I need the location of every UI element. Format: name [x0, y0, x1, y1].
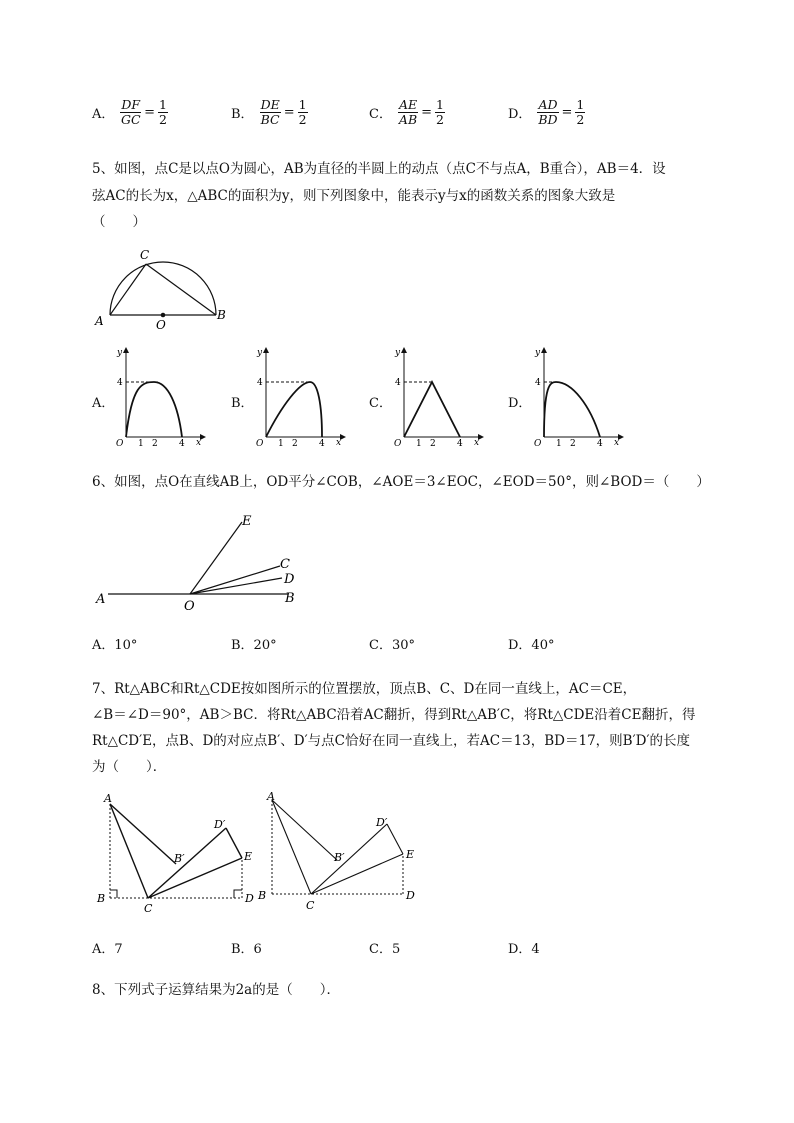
svg-text:D′: D′	[214, 818, 226, 831]
q7-option-b[interactable]: B．6	[231, 942, 262, 957]
svg-text:4: 4	[257, 378, 263, 388]
q8-text: 8、下列式子运算结果为2a的是（ ）．	[92, 982, 340, 998]
q7-text-line-4: 为（ ）．	[92, 759, 167, 775]
q7-text-line-2: ∠B＝∠D＝90°，AB＞BC．将Rt△ABC沿着AC翻折，得到Rt△AB′C，将Rt△CDE沿着CE翻折，得	[92, 707, 696, 723]
svg-text:D: D	[406, 889, 415, 902]
q5-graph-a[interactable]	[112, 345, 207, 450]
q7-figure-right	[255, 788, 430, 918]
label-a: A	[95, 314, 104, 328]
q5-option-d-letter[interactable]: D．	[508, 396, 532, 411]
segment-ac	[272, 800, 311, 894]
svg-text:4: 4	[117, 378, 123, 388]
q5-text-line-1: 5、如图，点C是以点O为圆心，AB为直径的半圆上的动点（点C不与点A，B重合），AB＝4．设	[92, 161, 666, 177]
label-c: C	[280, 557, 290, 572]
segment-ce	[311, 854, 403, 894]
svg-text:1: 1	[416, 439, 422, 449]
svg-text:y: y	[535, 348, 541, 358]
curve	[544, 382, 600, 437]
svg-text:O: O	[256, 439, 264, 449]
svg-text:1: 1	[556, 439, 562, 449]
svg-text:C: C	[144, 902, 153, 915]
svg-text:4: 4	[597, 439, 603, 449]
q5-graph-c[interactable]	[390, 345, 485, 450]
svg-text:x: x	[474, 438, 480, 448]
chord-bc	[146, 264, 216, 315]
svg-text:A: A	[104, 792, 112, 805]
svg-text:O: O	[116, 439, 124, 449]
svg-text:2: 2	[570, 439, 576, 449]
svg-text:2: 2	[430, 439, 436, 449]
svg-text:B′: B′	[174, 852, 185, 865]
q6-option-b[interactable]: B．20°	[231, 638, 277, 653]
q7-option-d[interactable]: D．4	[508, 942, 540, 957]
svg-text:4: 4	[179, 439, 185, 449]
q5-option-c-letter[interactable]: C．	[369, 396, 392, 411]
q5-option-a-letter[interactable]: A．	[92, 396, 115, 411]
q4-option-a[interactable]: A． $\frac{DF}{GC}$ = $\frac{1}{2}$	[92, 97, 167, 127]
svg-text:y: y	[257, 348, 263, 358]
svg-text:4: 4	[319, 439, 325, 449]
q4-option-c[interactable]: C． $\frac{AE}{AB}$ = $\frac{1}{2}$	[369, 97, 444, 127]
fraction: $\frac{AE}{AB}$	[398, 97, 418, 127]
q6-option-a[interactable]: A．10°	[92, 638, 138, 653]
svg-text:x: x	[336, 438, 342, 448]
semicircle-arc	[110, 262, 216, 315]
fraction: $\frac{1}{2}$	[159, 97, 167, 127]
q4-option-b[interactable]: B． $\frac{DE}{BC}$ = $\frac{1}{2}$	[231, 97, 307, 127]
svg-text:B: B	[97, 892, 106, 905]
segment-ab-prime	[272, 800, 337, 860]
segment-ce	[148, 858, 242, 898]
q6-text: 6、如图，点O在直线AB上，OD平分∠COB，∠AOE＝3∠EOC，∠EOD＝50°，则∠BOD＝（ ）	[92, 474, 710, 490]
q7-text-line-1: 7、Rt△ABC和Rt△CDE按如图所示的位置摆放，顶点B、C、D在同一直线上，AC＝CE，	[92, 681, 637, 697]
q6-option-c[interactable]: C．30°	[369, 638, 415, 653]
chord-ac	[110, 264, 146, 315]
q5-text-line-3: （ ）	[92, 214, 146, 230]
svg-text:B: B	[258, 889, 267, 902]
fraction: $\frac{DF}{GC}$	[120, 97, 141, 127]
svg-text:E: E	[244, 850, 253, 863]
ray-oe	[190, 522, 242, 594]
label-b: B	[285, 591, 295, 606]
q6-option-d[interactable]: D．40°	[508, 638, 555, 653]
svg-text:B′: B′	[334, 851, 345, 864]
q5-graph-b[interactable]	[252, 345, 347, 450]
fraction: $\frac{1}{2}$	[436, 97, 444, 127]
label-d: D	[284, 572, 295, 587]
fraction: $\frac{DE}{BC}$	[260, 97, 280, 127]
q5-semicircle-figure	[90, 245, 240, 335]
q5-graph-d[interactable]	[530, 345, 625, 450]
svg-text:x: x	[196, 438, 202, 448]
curve	[126, 382, 182, 437]
q7-option-c[interactable]: C．5	[369, 942, 401, 957]
q5-text-line-2: 弦AC的长为x，△ABC的面积为y，则下列图象中，能表示y与x的函数关系的图象大致是	[92, 188, 616, 204]
q6-angle-figure	[90, 505, 310, 615]
svg-text:O: O	[394, 439, 402, 449]
svg-text:E: E	[406, 848, 415, 861]
ray-od	[190, 578, 282, 594]
label-a: A	[96, 592, 106, 607]
svg-text:y: y	[117, 348, 123, 358]
curve	[266, 382, 322, 437]
svg-text:A: A	[267, 790, 275, 803]
segment-ac	[110, 804, 148, 898]
polyline	[404, 382, 460, 437]
svg-text:y: y	[395, 348, 401, 358]
segment-ab-prime	[110, 804, 176, 864]
svg-text:1: 1	[278, 439, 284, 449]
q7-figure-left	[92, 790, 262, 920]
svg-text:4: 4	[395, 378, 401, 388]
label-b: B	[217, 308, 226, 322]
q5-option-b-letter[interactable]: B．	[231, 396, 254, 411]
svg-text:2: 2	[292, 439, 298, 449]
svg-text:O: O	[534, 439, 542, 449]
svg-text:x: x	[614, 438, 620, 448]
label-o: O	[156, 318, 166, 332]
center-point	[161, 313, 166, 318]
fraction: $\frac{1}{2}$	[576, 97, 585, 127]
fraction: $\frac{AD}{BD}$	[538, 97, 558, 127]
label-e: E	[242, 514, 252, 529]
q7-option-a[interactable]: A．7	[92, 942, 123, 957]
q4-option-d[interactable]: D． $\frac{AD}{BD}$ = $\frac{1}{2}$	[508, 97, 585, 127]
fraction: $\frac{1}{2}$	[298, 97, 307, 127]
label-c: C	[140, 248, 150, 262]
segment-c-d-prime	[311, 824, 387, 894]
svg-text:D: D	[245, 892, 254, 905]
svg-text:1: 1	[138, 439, 144, 449]
svg-text:4: 4	[457, 439, 463, 449]
segment-d-prime-e	[226, 828, 242, 858]
label-o: O	[184, 599, 195, 614]
svg-text:4: 4	[535, 378, 541, 388]
svg-text:D′: D′	[376, 816, 388, 829]
svg-text:C: C	[306, 899, 315, 912]
ray-oc	[190, 566, 280, 594]
svg-text:2: 2	[152, 439, 158, 449]
q7-text-line-3: Rt△CD′E，点B、D的对应点B′、D′与点C恰好在同一直线上，若AC＝13，BD＝17，则B′D′的长度	[92, 733, 691, 749]
segment-d-prime-e	[387, 824, 403, 854]
segment-c-d-prime	[148, 828, 226, 898]
